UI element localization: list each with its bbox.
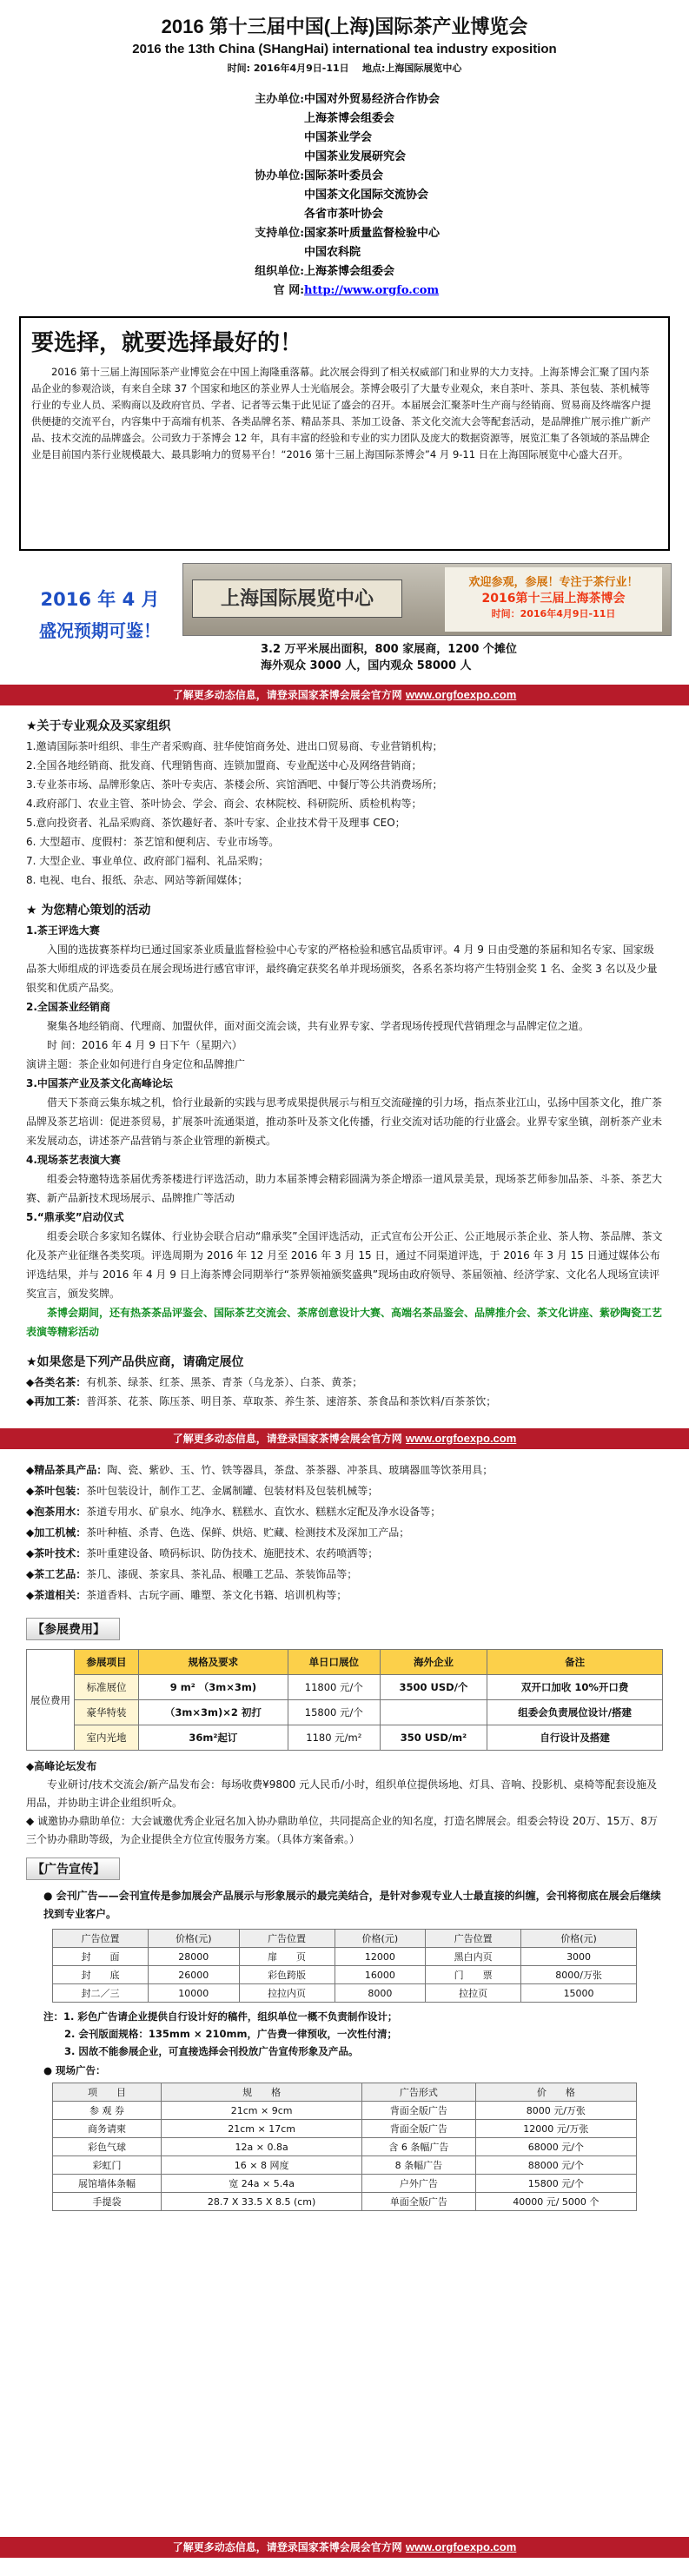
table-cell: 彩色气球 <box>53 2138 162 2156</box>
table-header: 广告位置 <box>239 1930 335 1948</box>
table-cell: 16 × 8 网度 <box>162 2156 362 2175</box>
fee-row-label: 展位费用 <box>27 1650 75 1751</box>
org-value: 国际茶叶委员会 <box>304 169 384 182</box>
org-value: 中国农科院 <box>304 246 361 259</box>
table-cell: 350 USD/m² <box>380 1725 487 1751</box>
org-co-host <box>226 167 689 224</box>
table-cell: 背面全版广告 <box>362 2102 476 2120</box>
promo-section <box>17 563 672 672</box>
table-header: 价格(元) <box>149 1930 239 1948</box>
event-venue: 地点:上海国际展览中心 <box>361 63 462 74</box>
event-body: 组委会特邀特选茶届优秀茶楼进行评选活动，助力本届茶博会精彩圆满为茶企增添一道风景美景，现场茶艺师参加品茶、斗茶、茶艺大赛、新产品新技术现场展示、品牌推广等活动 <box>26 1173 663 1204</box>
org-value: 上海茶博会组委会 <box>304 265 395 278</box>
table-cell: 拉拉页 <box>426 1984 521 2003</box>
category-value: 茶叶包装设计，制作工艺、金属制罐、包装材料及包装机械等； <box>86 1485 379 1497</box>
ads-note-line: 2. 会刊版面规格：135mm × 210mm，广告费一律预收，一次性付清； <box>64 2028 397 2040</box>
page-subtitle: 2016 the 13th China (SHangHai) international tea industry exposition <box>132 42 557 56</box>
table-header: 规格及要求 <box>138 1650 288 1675</box>
table-row <box>53 2175 637 2193</box>
table-cell: 28.7 X 33.5 X 8.5 (cm) <box>162 2193 362 2211</box>
table-cell: 宽 24a × 5.4a <box>162 2175 362 2193</box>
table-cell: 参 观 券 <box>53 2102 162 2120</box>
section-heading: ★关于专业观众及买家组织 <box>26 719 171 733</box>
list-item: 4.政府部门、农业主管、茶叶协会、学会、商会、农林院校、科研院所、质检机构等； <box>26 798 422 810</box>
product-line <box>26 1392 663 1411</box>
table-cell: 户外广告 <box>362 2175 476 2193</box>
table-cell: 21cm × 17cm <box>162 2120 362 2138</box>
org-value: 中国茶业学会 <box>304 131 373 144</box>
ads-note-line: 3. 因故不能参展企业，可直接选择会刊投放广告宣传形象及产品。 <box>64 2045 359 2057</box>
board-line: 时间：2016年4月9日-11日 <box>491 608 616 619</box>
stat-line: 3.2 万平米展出面积，800 家展商，1200 个摊位 <box>261 643 517 656</box>
category-line <box>26 1543 663 1564</box>
table-cell: 含 6 条幅广告 <box>362 2138 476 2156</box>
table-cell: 扉 页 <box>239 1948 335 1966</box>
audience-section <box>26 716 663 890</box>
welcome-board <box>445 567 662 632</box>
table-cell: 手提袋 <box>53 2193 162 2211</box>
highlight-text: 茶博会期间，还有热茶茶品评鉴会、国际茶艺交流会、茶席创意设计大赛、高端名茶品鉴会、品牌推介会、茶文化讲座、紫砂陶瓷工艺表演等精彩活动 <box>26 1307 663 1338</box>
table-cell: 8 条幅广告 <box>362 2156 476 2175</box>
categories-section <box>26 1460 663 1606</box>
section-heading: ★ 为您精心策划的活动 <box>26 904 151 917</box>
table-cell: 10000 <box>149 1984 239 2003</box>
table-cell: 豪华特装 <box>75 1700 139 1725</box>
table-cell: 门 票 <box>426 1966 521 1984</box>
table-cell: 8000/万张 <box>521 1966 637 1984</box>
table-cell: 标准展位 <box>75 1675 139 1700</box>
forum-text: ◆ 诚邀协办鼎助单位：大会诚邀优秀企业冠名加入协办鼎助单位，共同提高企业的知名度，打造名牌展会。组委会特设 20万、15万、8万三个协办鼎助等级，为企业提供全方位宣传服务方案。（具体方案备索。） <box>26 1815 659 1845</box>
table-row <box>27 1675 663 1700</box>
list-item: 3.专业茶市场、品牌形象店、茶叶专卖店、茶楼会所、宾馆酒吧、中餐厅等公共消费场所； <box>26 778 443 791</box>
intro-body: 2016 第十三届上海国际茶产业博览会在中国上海隆重落幕。此次展会得到了相关权威部门和业界的大力支持。上海茶博会汇聚了国内茶品企业的参观洽谈，有来自全球 37 个国家和地区的茶业界人士光临展会。茶博会吸引了大量专业观众，来自茶叶、茶具、茶包装、茶机械等行业的专业人员、采购商以及政府官员、学者、记者等云集于此见证了盛会的召开。本届展会汇聚茶叶生产商与经销商、贸易商及终端客户提供便捷的交流平台，内容集中于高端有机茶、各类品牌名茶、精品茶具、茶加工设备、茶文化交流大会等配套活动，是品牌推广展示推广新产品、技术交流的品牌盛会。公司致力于茶博会 12 年，具有丰富的经验和专业的实力团队及庞大的数据资源等，展览汇集了各领域的茶品牌企业是目前国内茶行业规模最大、最具影响力的贸易平台！“2016 第十三届上海国际茶博会”4 月 9-11 日在上海国际展览中心盛大召开。 <box>31 366 651 460</box>
event-time: 时 间：2016 年 4 月 9 日下午（星期六） <box>47 1039 242 1051</box>
table-cell: 彩虹门 <box>53 2156 162 2175</box>
list-item: 5.意向投资者、礼品采购商、茶饮趣好者、茶叶专家、企业技术骨干及理事 CEO； <box>26 817 406 829</box>
event-title: 2.全国茶业经销商 <box>26 1001 110 1013</box>
table-header: 规 格 <box>162 2083 362 2102</box>
org-label: 组织单位: <box>255 265 304 278</box>
table-cell: 15800 元/个 <box>288 1700 380 1725</box>
table-header: 价 格 <box>475 2083 636 2102</box>
category-label: ◆精品茶具产品： <box>26 1464 108 1476</box>
banner-text: 了解更多动态信息，请登录国家茶博会展会官方网 <box>172 1433 402 1445</box>
org-value: 国家茶叶质量监督检验中心 <box>304 227 441 240</box>
list-item: 6. 大型超市、度假村：茶艺馆和便利店、专业市场等。 <box>26 836 280 848</box>
table-cell: 12000 元/万张 <box>475 2120 636 2138</box>
table-cell: 36m²起订 <box>138 1725 288 1751</box>
ads-note: ● 会刊广告——会刊宣传是参加展会产品展示与形象展示的最完美结合，是针对参观专业人士最直接的纠缠，会刊将彻底在展会后继续找到专业客户。 <box>43 1890 661 1920</box>
table-row <box>53 2120 637 2138</box>
fee-table <box>26 1649 663 1751</box>
ads-notes <box>43 2008 646 2060</box>
ads-table <box>52 1929 637 2003</box>
table-row <box>53 2193 637 2211</box>
table-header: 价格(元) <box>335 1930 425 1948</box>
event-title: 5.“鼎承奖”启动仪式 <box>26 1211 124 1223</box>
banner-text: 了解更多动态信息，请登录国家茶博会展会官方网 <box>172 2541 402 2553</box>
table-row <box>53 2138 637 2156</box>
table-row <box>27 1700 663 1725</box>
table-cell: 11800 元/个 <box>288 1675 380 1700</box>
product-label: ◆再加工茶： <box>26 1395 87 1407</box>
table-cell: 封 面 <box>53 1948 149 1966</box>
list-item: 8. 电视、电台、报纸、杂志、网站等新闻媒体； <box>26 874 248 886</box>
table-cell: 彩色跨版 <box>239 1966 335 1984</box>
table-cell: 68000 元/个 <box>475 2138 636 2156</box>
table-row <box>27 1725 663 1751</box>
info-banner-bottom <box>0 2537 689 2558</box>
table-header: 价格(元) <box>521 1930 637 1948</box>
table-header: 广告形式 <box>362 2083 476 2102</box>
table-cell: 自行设计及搭建 <box>487 1725 663 1751</box>
info-banner <box>0 685 689 705</box>
website-link[interactable]: http://www.orgfo.com <box>304 284 440 297</box>
table-row <box>53 1984 637 2003</box>
dateline <box>0 61 689 75</box>
org-label: 支持单位: <box>255 227 304 240</box>
section-heading: ★如果您是下列产品供应商，请确定展位 <box>26 1355 244 1369</box>
event-body: 借天下茶商云集东城之机，恰行业最新的实践与思考成果提供展示与相互交流碰撞的引力场，指点茶业江山，弘扬中国茶文化，推广茶品牌及茶艺培训：促进茶贸易，扩展茶叶流通渠道，推动茶叶及茶文化传播，行业交流对话功能的行业盛会。业界专家坐镇，剖析茶产业未来发展动态，讲述茶产品营销与茶企业管理的新模式。 <box>26 1096 663 1147</box>
banner-link[interactable]: www.orgfoexpo.com <box>405 1432 517 1445</box>
table-cell: 12a × 0.8a <box>162 2138 362 2156</box>
table-cell: 12000 <box>335 1948 425 1966</box>
org-website <box>226 281 689 301</box>
org-label: 协办单位: <box>255 169 304 182</box>
category-label: ◆茶工艺品： <box>26 1568 87 1580</box>
list-item: 7. 大型企业、事业单位、政府部门福利、礼品采购； <box>26 855 269 867</box>
org-organizer <box>226 262 689 281</box>
event-body: 聚集各地经销商、代理商、加盟伙伴，面对面交流会谈，共有业界专家、学者现场传授现代营销理念与品牌定位之道。 <box>47 1020 590 1032</box>
category-value: 茶叶重建设备、喷码标识、防伪技术、施肥技术、农药喷洒等； <box>86 1547 379 1560</box>
org-support <box>226 224 689 262</box>
org-value: 各省市茶叶协会 <box>304 208 384 221</box>
intro-box <box>19 316 670 551</box>
table-cell: 黑白内页 <box>426 1948 521 1966</box>
org-label: 主办单位: <box>255 93 304 106</box>
intro-heading: 要选择，就要选择最好的！ <box>31 330 303 356</box>
category-label: ◆茶道相关： <box>26 1589 87 1601</box>
table-row <box>53 1966 637 1984</box>
table-cell <box>380 1700 487 1725</box>
forum-title: ◆高峰论坛发布 <box>26 1760 97 1772</box>
org-label: 官 网: <box>273 284 304 297</box>
category-value: 茶道香料、古玩字画、雕塑、茶文化书籍、培训机构等； <box>86 1589 348 1601</box>
banner-link[interactable]: www.orgfoexpo.com <box>405 688 517 701</box>
category-value: 茶道专用水、矿泉水、纯净水、糕糕水、直饮水、糕糕水定配及净水设备等； <box>86 1506 441 1518</box>
table-cell: 3000 <box>521 1948 637 1966</box>
product-value: 普洱茶、花茶、陈压茶、明目茶、草取茶、养生茶、速溶茶、茶食品和茶饮料/百茶茶饮； <box>86 1395 497 1407</box>
table-header: 广告位置 <box>426 1930 521 1948</box>
category-label: ◆茶叶技术： <box>26 1547 87 1560</box>
table-cell: 室内光地 <box>75 1725 139 1751</box>
category-value: 茶几、漆砚、茶家具、茶礼品、根雕工艺品、茶装饰品等； <box>86 1568 358 1580</box>
list-item: 2.全国各地经销商、批发商、代理销售商、连锁加盟商、专业配送中心及网络营销商； <box>26 759 422 771</box>
table-row <box>53 2156 637 2175</box>
table-cell: 40000 元/ 5000 个 <box>475 2193 636 2211</box>
table-cell: 商务请柬 <box>53 2120 162 2138</box>
org-value: 中国茶业发展研究会 <box>304 150 407 163</box>
table-cell: 8000 元/万张 <box>475 2102 636 2120</box>
onsite-heading: ● 现场广告： <box>43 2064 106 2076</box>
table-header: 单日口展位 <box>288 1650 380 1675</box>
venue-sign: 上海国际展览中心 <box>192 579 402 618</box>
table-cell: 15000 <box>521 1984 637 2003</box>
list-item: 1.邀请国际茶叶组织、非生产者采购商、驻华使馆商务处、进出口贸易商、专业营销机构； <box>26 740 443 752</box>
products-section <box>26 1352 663 1411</box>
table-cell: 拉拉内页 <box>239 1984 335 2003</box>
table-cell: 封 底 <box>53 1966 149 1984</box>
table-cell: 双开口加收 10%开口费 <box>487 1675 663 1700</box>
stat-line: 海外观众 3000 人，国内观众 58000 人 <box>261 659 472 672</box>
category-label: ◆茶叶包装： <box>26 1485 87 1497</box>
category-value: 陶、瓷、紫砂、玉、竹、铁等器具，茶盘、茶茶器、冲茶具、玻璃器皿等饮茶用具； <box>107 1464 494 1476</box>
table-cell: 展馆墙体条幅 <box>53 2175 162 2193</box>
table-cell: 16000 <box>335 1966 425 1984</box>
table-header: 项 目 <box>53 2083 162 2102</box>
forum-text: 专业研讨/技术交流会/新产品发布会：每场收费¥9800 元人民币/小时，组织单位提供场地、灯具、音响、投影机、桌椅等配套设施及用品，并协助主讲企业组织听众。 <box>26 1778 658 1809</box>
category-line <box>26 1522 663 1543</box>
table-row <box>53 2102 637 2120</box>
org-value: 上海茶博会组委会 <box>304 112 395 125</box>
product-value: 有机茶、绿茶、红茶、黑茶、青茶（乌龙茶）、白茶、黄茶； <box>86 1376 363 1388</box>
event-body: 组委会联合多家知名媒体、行业协会联合启动“鼎承奖”全国评选活动，正式宣布公开公正、公正地展示茶企业、茶人物、茶品牌、茶文化及茶产业征继各类奖项。评选周期为 2016 年 12 月至 2016 年 3 月 15 日，通过不同渠道评选，于 2016 年 3 月 15 日通过媒体公布评选结果，并与 2016 年 4 月 9 日上海茶博会同期举行“茶界领袖颁奖盛典”现场由政府领导、茶届领袖、经济学家、文化名人现场宣读评奖宣言，颁发奖牌。 <box>26 1230 663 1300</box>
event-body: 入围的选拔赛茶样均已通过国家茶业质量监督检验中心专家的严格检验和感官品质审评。4 月 9 日由受邀的茶届和知名专家、国家级品茶大师组成的评选委员在展会现场进行感官审评，最终确定获奖名单并现场颁奖，各系名茶均将产生特别金奖 1 名、金奖 3 名以及少量银奖和优质产品奖。 <box>26 944 658 994</box>
banner-link[interactable]: www.orgfoexpo.com <box>405 2540 517 2553</box>
event-title: 3.中国茶产业及茶文化高峰论坛 <box>26 1077 173 1089</box>
promo-year: 2016 年 4 月 <box>40 589 160 610</box>
venue-photo <box>182 563 672 636</box>
table-header: 备注 <box>487 1650 663 1675</box>
table-cell: 26000 <box>149 1966 239 1984</box>
table-cell: 封二／三 <box>53 1984 149 2003</box>
org-value: 中国对外贸易经济合作协会 <box>304 93 441 106</box>
event-topic: 演讲主题：茶企业如何进行自身定位和品牌推广 <box>26 1058 246 1070</box>
page-title: 2016 第十三届中国(上海)国际茶产业博览会 <box>161 16 528 37</box>
board-line: 欢迎参观，参展！专注于茶行业！ <box>468 576 639 589</box>
event-title: 4.现场茶艺表演大赛 <box>26 1154 121 1166</box>
table-cell: 单面全版广告 <box>362 2193 476 2211</box>
banner-text: 了解更多动态信息，请登录国家茶博会展会官方网 <box>172 689 402 701</box>
category-value: 茶叶种植、杀青、色选、保鲜、烘焙、贮藏、检测技术及深加工产品； <box>86 1526 410 1539</box>
org-value: 中国茶文化国际交流协会 <box>304 189 429 202</box>
category-line <box>26 1460 663 1480</box>
category-line <box>26 1564 663 1585</box>
category-line <box>26 1585 663 1606</box>
onsite-table <box>52 2083 637 2211</box>
org-host <box>226 90 689 167</box>
table-cell: 88000 元/个 <box>475 2156 636 2175</box>
info-banner <box>0 1428 689 1449</box>
promo-slogan: 盛况预期可鉴！ <box>39 620 161 641</box>
table-cell: 28000 <box>149 1948 239 1966</box>
category-line <box>26 1480 663 1501</box>
table-cell: 背面全版广告 <box>362 2120 476 2138</box>
fees-heading: 【参展费用】 <box>26 1618 120 1640</box>
table-row <box>53 1948 637 1966</box>
event-date: 时间: 2016年4月9日-11日 <box>227 63 349 74</box>
table-cell: 9 m² （3m×3m) <box>138 1675 288 1700</box>
table-header: 广告位置 <box>53 1930 149 1948</box>
table-cell: 3500 USD/个 <box>380 1675 487 1700</box>
table-cell: 8000 <box>335 1984 425 2003</box>
table-header: 海外企业 <box>380 1650 487 1675</box>
category-line <box>26 1501 663 1522</box>
table-cell: 15800 元/个 <box>475 2175 636 2193</box>
forum-section <box>26 1758 663 1849</box>
organizers <box>226 90 689 301</box>
product-label: ◆各类名茶： <box>26 1376 87 1388</box>
product-line <box>26 1373 663 1392</box>
board-line: 2016第十三届上海茶博会 <box>481 592 626 606</box>
table-header: 参展项目 <box>75 1650 139 1675</box>
events-section <box>26 900 663 1341</box>
category-label: ◆加工机械： <box>26 1526 87 1539</box>
table-cell: （3m×3m)×2 初打 <box>138 1700 288 1725</box>
ads-note-line: 注：1. 彩色广告请企业提供自行设计好的稿件，组织单位一概不负责制作设计； <box>43 2010 398 2023</box>
ads-heading: 【广告宣传】 <box>26 1858 120 1880</box>
table-cell: 1180 元/m² <box>288 1725 380 1751</box>
category-label: ◆泡茶用水： <box>26 1506 87 1518</box>
event-title: 1.茶王评选大赛 <box>26 924 100 937</box>
table-cell: 组委会负责展位设计/搭建 <box>487 1700 663 1725</box>
table-cell: 21cm × 9cm <box>162 2102 362 2120</box>
